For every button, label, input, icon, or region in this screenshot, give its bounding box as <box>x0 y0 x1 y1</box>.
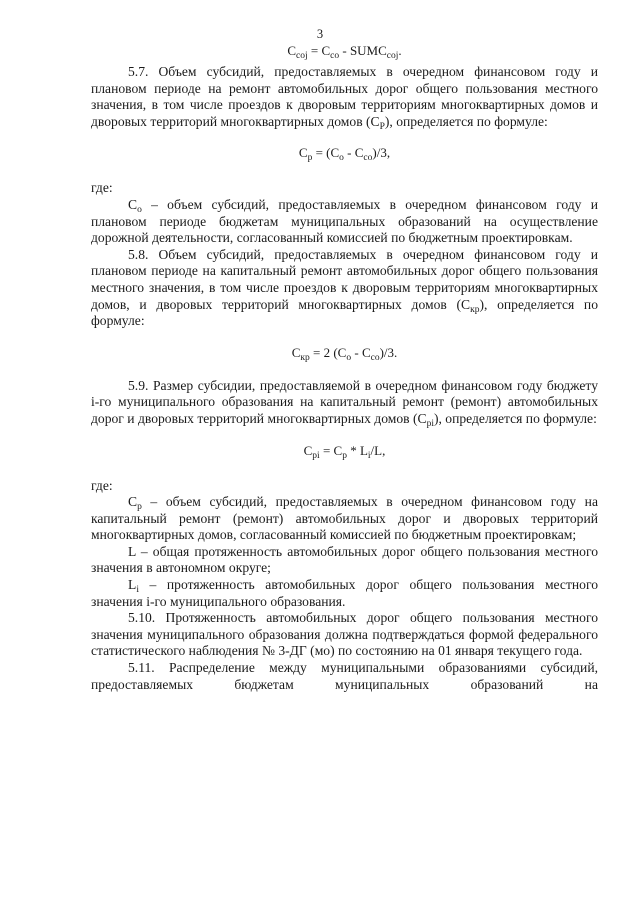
document-body <box>91 42 598 693</box>
formula-csoj: $С_{соj} = С_{со}$ - $SUMC_{соj}$. <box>287 43 402 61</box>
definition-co: $С_о$ – объем субсидий, предоставляемых в очередном финансовом году и плановом периоде бюджетам муниципальных образований на осуществление дорожной деятельности, согласованный комиссией по бюджетным проектировкам. <box>91 196 598 246</box>
where-label-1: где: <box>91 180 113 196</box>
formula-cpi: $С_{рi} = С_р * L_i/L$, <box>303 442 386 461</box>
paragraph-5-7: 5.7. Объем субсидий, предоставляемых в очередном финансовом году и плановом периоде на ремонт автомобильных дорог общего пользования местного значения, в том числе проездов к дворовым территориям многоквартирных домов и дворовых территорий многоквартирных домов $(С_Р)$, определяется по формуле: <box>91 64 598 132</box>
formula-ckr: $С_{кр} = 2$ $(С_о - С_{со})/3$. <box>291 344 398 363</box>
page-number: 3 <box>316 27 324 41</box>
definition-l: L – общая протяженность автомобильных дорог общего пользования местного значения в автономном округе; <box>91 543 598 576</box>
where-label-2: где: <box>91 477 113 493</box>
definition-cp: $С_р$ – объем субсидий, предоставляемых в очередном финансовом году на капитальный ремонт (ремонт) автомобильных дорог и дворовых территорий многоквартирных домов, согласованный комиссией по бюджетным проектировкам; <box>91 494 598 543</box>
formula-cp: $С_р = (С_о - С_{со})/3$, <box>298 145 391 164</box>
paragraph-5-8: 5.8. Объем субсидий, предоставляемых в очередном финансовом году и плановом периоде на капитальный ремонт автомобильных дорог общего пользования местного значения, в том числе проездов к дворовым территориям многоквартирных домов, и дворовых территорий многоквартирных домов $(С_{кр})$, определяется по формуле: <box>91 246 598 329</box>
definition-li: $L_i$ – протяженность автомобильных дорог общего пользования местного значения i-го муниципального образования. <box>91 577 598 609</box>
paragraph-5-9: 5.9. Размер субсидии, предоставляемой в очередном финансовом году бюджету i-го муниципального образования на капитальный ремонт (ремонт) автомобильных дорог и дворовых территорий многоквартирных домов $(С_{рi})$, определяется по формуле: <box>91 377 598 429</box>
paragraph-5-10: 5.10. Протяженность автомобильных дорог общего пользования местного значения муниципального образования должна подтверждаться формой федерального статистического наблюдения № 3-ДГ (мо) по состоянию на 01 января текущего года. <box>91 610 598 659</box>
paragraph-5-11: 5.11. Распределение между муниципальными образованиями субсидий, предоставляемых бюджетам муниципальных образований на <box>91 660 598 692</box>
